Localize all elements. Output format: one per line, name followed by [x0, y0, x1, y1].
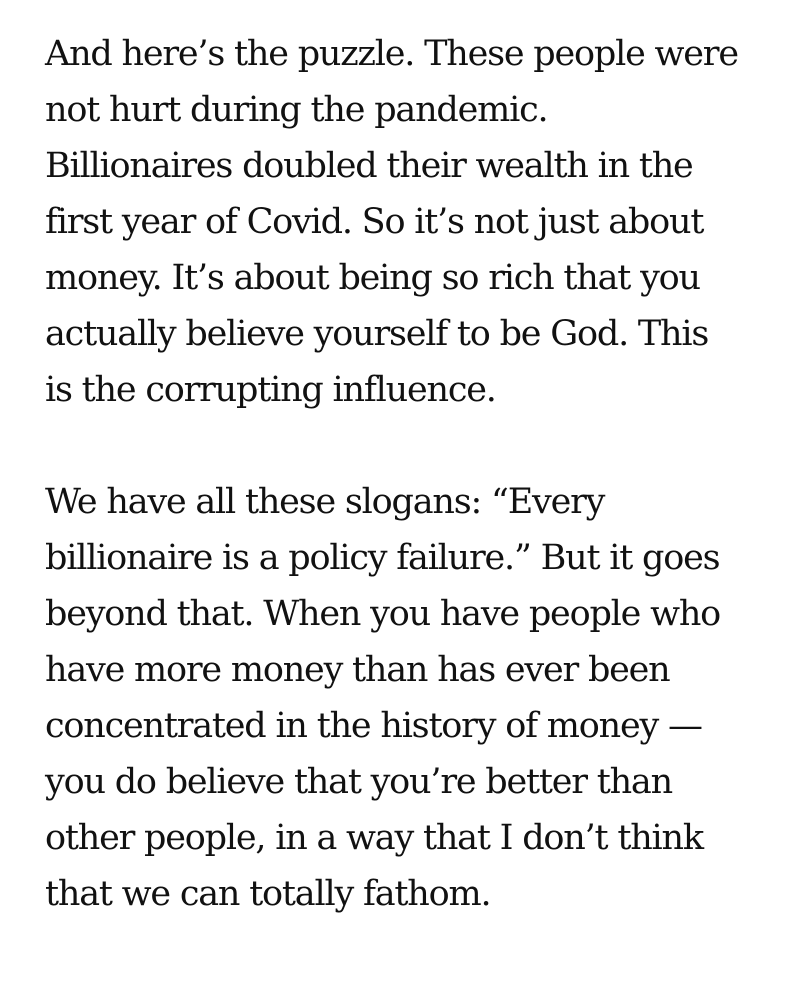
text-line: first year of Covid. So it’s not just about: [45, 202, 704, 242]
article-body: [45, 26, 765, 922]
text-line: is the corrupting influence.: [45, 370, 496, 410]
text-line: We have all these slogans: “Every: [45, 482, 605, 522]
text-line: money. It’s about being so rich that you: [45, 258, 700, 298]
text-line: actually believe yourself to be God. This: [45, 314, 709, 354]
text-line: beyond that. When you have people who: [45, 594, 721, 634]
text-line: Billionaires doubled their wealth in the: [45, 146, 693, 186]
text-line: concentrated in the history of money —: [45, 706, 702, 746]
text-line: that we can totally fathom.: [45, 874, 491, 914]
paragraph-2: [45, 474, 765, 922]
text-line: not hurt during the pandemic.: [45, 90, 548, 130]
text-line: And here’s the puzzle. These people were: [45, 34, 738, 74]
paragraph-1: [45, 26, 765, 418]
text-line: other people, in a way that I don’t think: [45, 818, 703, 858]
text-line: you do believe that you’re better than: [45, 762, 672, 802]
text-line: have more money than has ever been: [45, 650, 670, 690]
text-line: billionaire is a policy failure.” But it goes: [45, 538, 720, 578]
